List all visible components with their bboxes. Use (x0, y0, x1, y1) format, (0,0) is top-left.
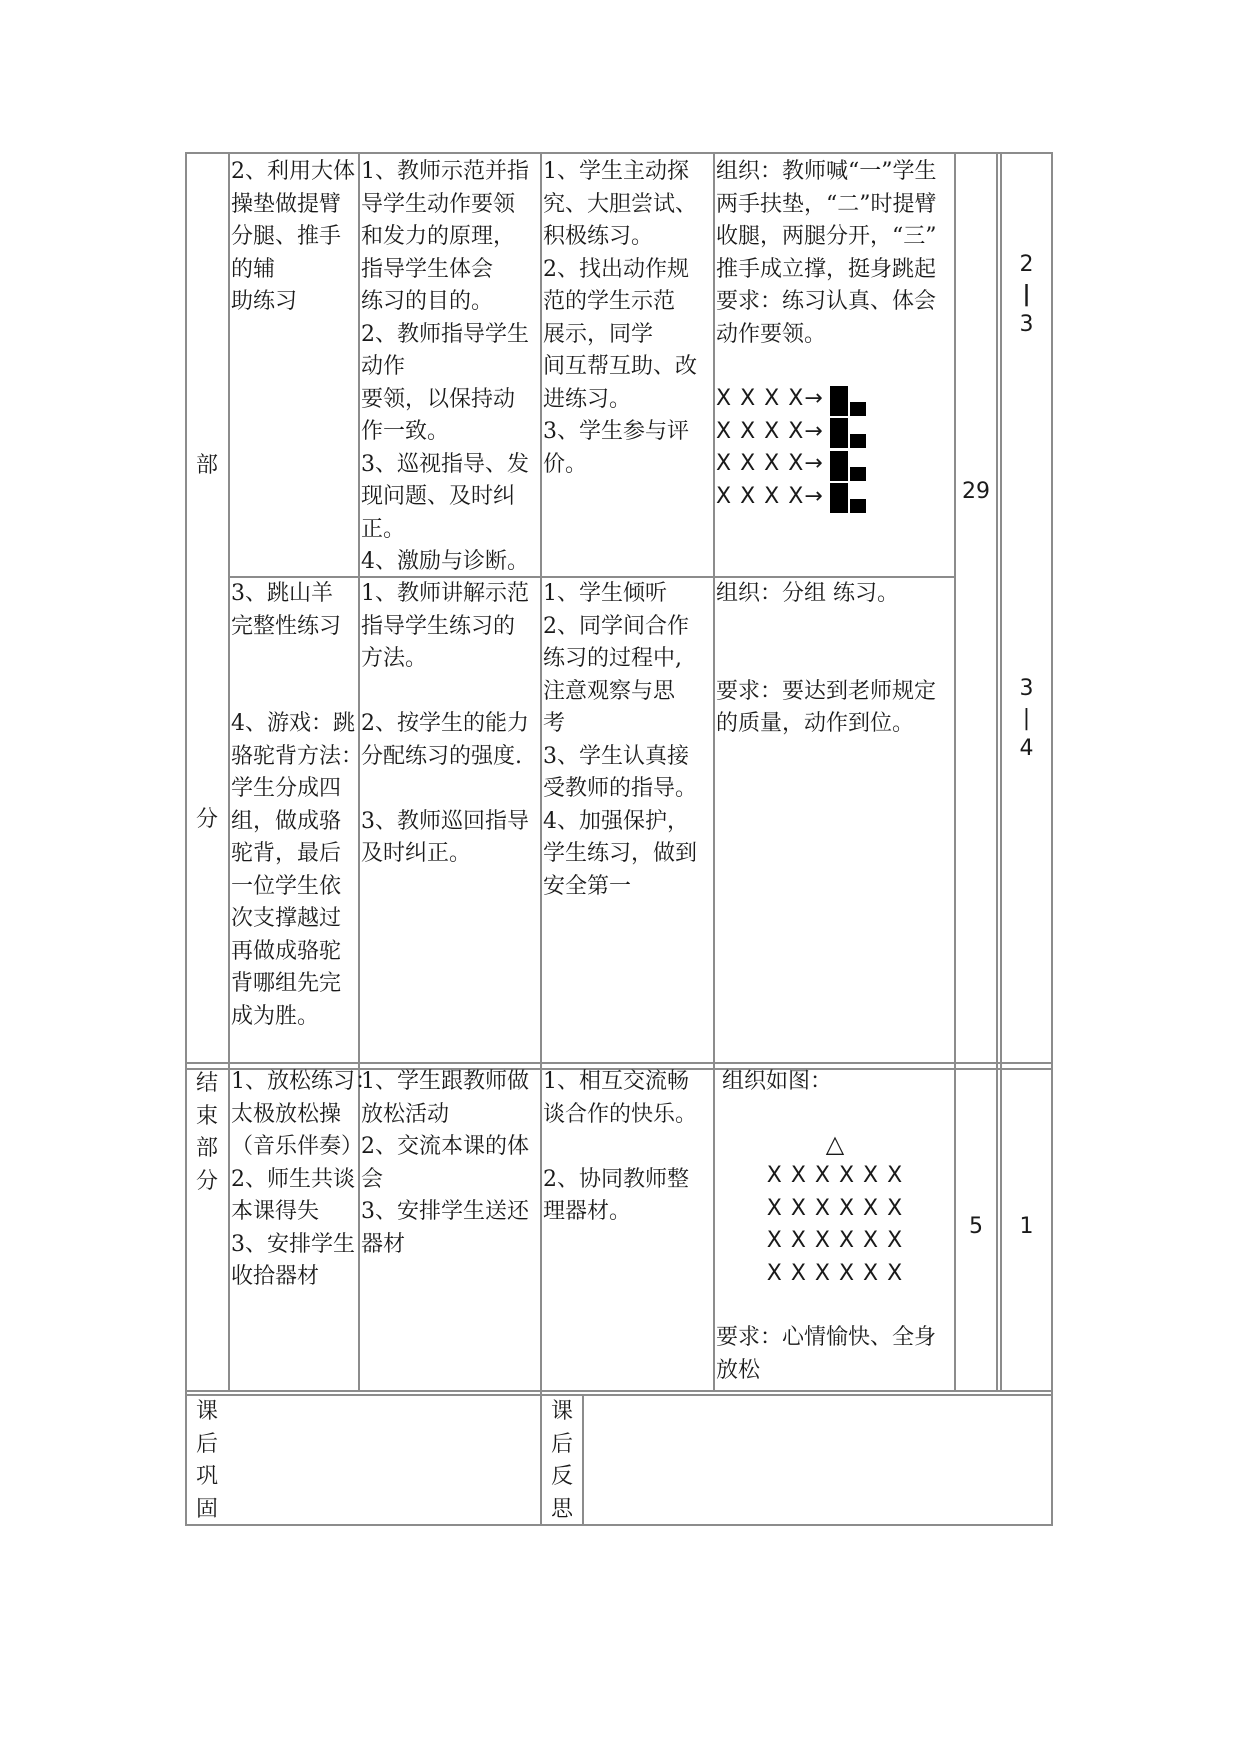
row1-intensity: 2 | 3 (1019, 252, 1034, 337)
section2-time: 5 (969, 1214, 983, 1239)
mat-block-icon (830, 451, 848, 481)
table-line (185, 152, 187, 1526)
formation-row: X X X X X X (766, 1260, 904, 1286)
table-line (185, 1062, 1053, 1064)
row2-student-cell: 1、学生倾听 2、同学间合作 练习的过程中, 注意观察与思 考 3、学生认真接 受教师的指导。 4、加强保护， 学生练习，做到 安全第一 (543, 581, 698, 899)
section1-time: 29 (962, 479, 990, 504)
table-line (996, 152, 998, 1392)
row1-teacher-cell: 1、教师示范并指 导学生动作要领 和发力的原理， 指导学生体会 练习的目的。 2、教师指导学生 动作 要领，以保持动 作一致。 3、巡视指导、发 现问题、及时纠 正。 4、激励与诊断。 (361, 159, 529, 574)
section2-label: 结 束 部 分 (195, 1071, 218, 1194)
mat-block-icon (830, 483, 848, 513)
row1-formation (716, 383, 954, 513)
formation-row: X X X X X X (766, 1195, 904, 1221)
section2-content-cell: 1、放松练习： 太极放松操 （音乐伴奏） 2、师生共谈 本课得失 3、安排学生 收拾器材 (231, 1069, 377, 1289)
formation-row: X X X X→ (716, 383, 954, 416)
mat-block-icon (830, 386, 848, 416)
table-line (582, 1394, 584, 1526)
section2-teacher-cell: 1、学生跟教师做 放松活动 2、交流本课的体 会 3、安排学生送还 器材 (361, 1069, 529, 1257)
mat-block-icon (850, 467, 866, 481)
row1-organization-cell: 组织：教师喊“一”学生 两手扶垫，“二”时提臂 收腿，两腿分开，“三” 推手成立撑，挺身跳起 要求：练习认真、体会 动作要领。 (716, 159, 937, 347)
row2-content-cell: 3、跳山羊 完整性练习 4、游戏：跳 骆驼背方法： 学生分成四 组，做成骆 驼背，最后 一位学生依 次支撑越过 再做成骆驼 背哪组先完 成为胜。 (231, 581, 364, 1029)
section2-intensity: 1 (1019, 1214, 1034, 1239)
table-line (185, 1524, 1053, 1526)
formation-row: X X X X X X (766, 1163, 904, 1188)
section2-org-title: 组织如图： (722, 1069, 833, 1094)
table-line (185, 1390, 1053, 1392)
mat-block-icon (850, 402, 866, 416)
row2-organization-cell: 组织：分组 练习。 要求：要达到老师规定 的质量，动作到位。 (716, 581, 937, 736)
row2-intensity: 3 | 4 (1019, 676, 1034, 761)
formation-row: X X X X→ (716, 481, 954, 514)
formation-row: X X X X X X (766, 1228, 904, 1253)
row2-teacher-cell: 1、教师讲解示范 指导学生练习的 方法。 2、按学生的能力 分配练习的强度. 3、教师巡回指导 及时纠正。 (361, 581, 529, 866)
section2-formation (716, 1160, 954, 1290)
section1-label-char: 部 (195, 453, 218, 478)
section2-student-cell: 1、相互交流畅 谈合作的快乐。 2、协同教师整 理器材。 (543, 1069, 698, 1224)
formation-row: X X X X→ (716, 416, 954, 449)
table-line (185, 152, 1053, 154)
table-line (1051, 152, 1053, 1526)
table-line (954, 152, 956, 1392)
section1-label-char: 分 (195, 807, 218, 832)
triangle-icon: △ (825, 1130, 845, 1158)
row1-content-cell: 2、利用大体 操垫做提臂 分腿、推手 的辅 助练习 (231, 159, 355, 314)
table-line (713, 152, 715, 1392)
after-class-reflection-label: 课 后 反 思 (550, 1399, 573, 1522)
mat-block-icon (830, 418, 848, 448)
table-line (185, 1394, 1053, 1396)
section2-requirement: 要求：心情愉快、全身 放松 (716, 1325, 937, 1383)
table-line (228, 152, 230, 1392)
formation-row: X X X X→ (716, 448, 954, 481)
mat-block-icon (850, 434, 866, 448)
after-class-consolidation-label: 课 后 巩 固 (195, 1399, 218, 1522)
mat-block-icon (850, 499, 866, 513)
row1-student-cell: 1、学生主动探 究、大胆尝试、 积极练习。 2、找出动作规 范的学生示范 展示，同学 间互帮互助、改 进练习。 3、学生参与评 价。 (543, 159, 698, 477)
